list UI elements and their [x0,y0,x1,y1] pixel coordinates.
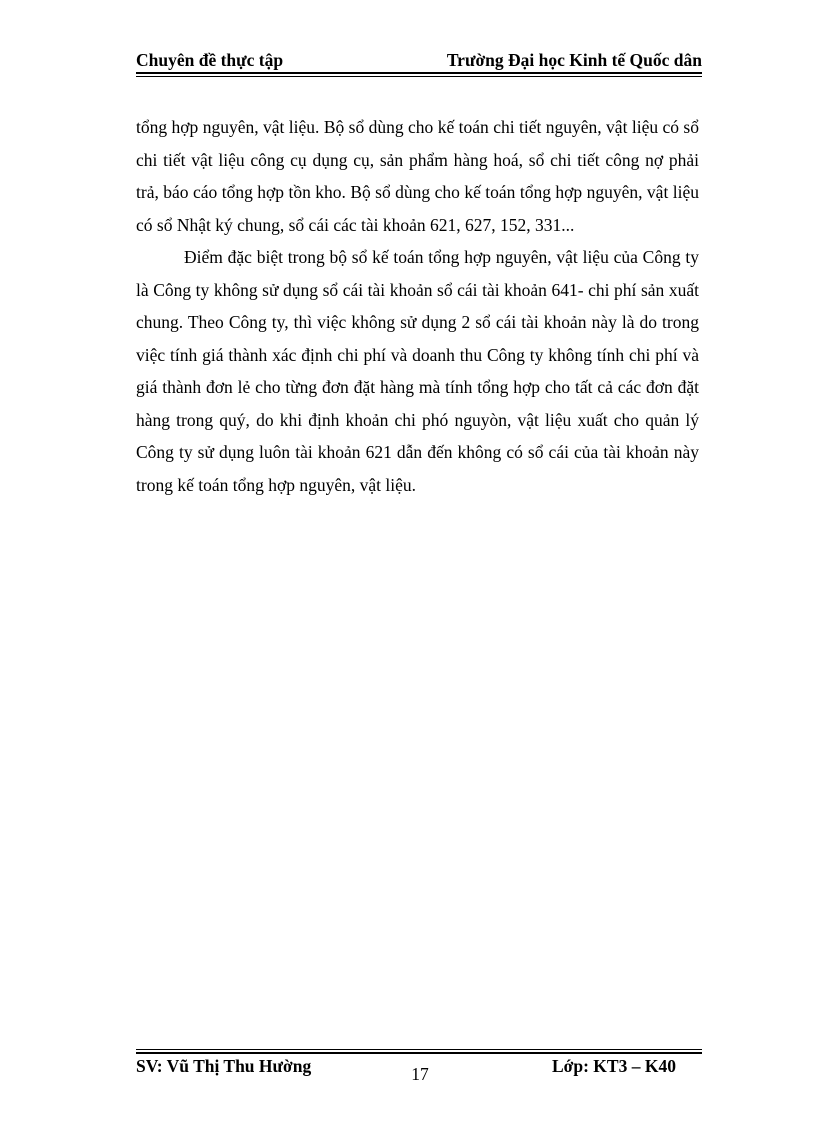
footer-student-name: SV: Vũ Thị Thu Hường [136,1056,312,1076]
header-divider-thin [136,76,702,77]
header-report-title: Chuyên đề thực tập [136,50,284,70]
footer-divider-thin [136,1049,702,1050]
page-number: 17 [411,1064,429,1084]
body-paragraph-2: Điểm đặc biệt trong bộ sổ kế toán tổng hợp nguyên, vật liệu của Công ty là Công ty không sử dụng sổ cái tài khoản sổ cái tài khoản 641- chi phí sản xuất chung. Theo Công ty, thì việc không sử dụng 2 sổ cái tài khoản này là do trong việc tính giá thành xác định chi phí và doanh thu Công ty không tính chi phí và giá thành đơn lẻ cho từng đơn đặt hàng mà tính tổng hợp cho tất cả các đơn đặt hàng trong quý, do khi định khoản chi phó nguyòn, vật liệu xuất cho quản lý Công ty sử dụng luôn tài khoản 621 dẫn đến không có sổ cái của tài khoản này trong kế toán tổng hợp nguyên, vật liệu. [136,247,699,495]
header-divider-thick [136,72,702,74]
page-body [136,111,699,501]
header-university-name: Trường Đại học Kinh tế Quốc dân [446,50,702,70]
footer-class: Lớp: KT3 – K40 [552,1056,676,1076]
page-header [136,48,702,72]
body-paragraph-1: tổng hợp nguyên, vật liệu. Bộ sổ dùng cho kế toán chi tiết nguyên, vật liệu có sổ chi tiết vật liệu công cụ dụng cụ, sản phẩm hàng hoá, sổ chi tiết công nợ phải trả, báo cáo tổng hợp tồn kho. Bộ sổ dùng cho kế toán tổng hợp nguyên, vật liệu có sổ Nhật ký chung, sổ cái các tài khoản 621, 627, 152, 331... [136,117,699,235]
